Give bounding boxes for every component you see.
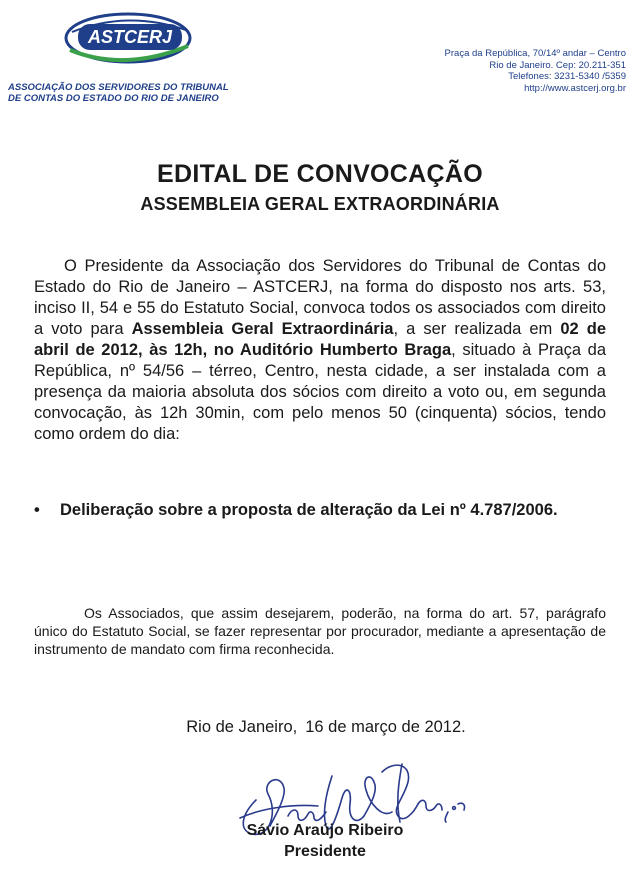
body-text-1: O Presidente da Associação dos Servidores do Tribunal de Contas do Estado do Rio de Janeiro – ASTCERJ, na forma do disposto nos arts. 53, inciso II, 54 e 55 do Estatuto Social, convoca todos os associados com direito a voto para — [34, 257, 606, 338]
document-subtitle: ASSEMBLEIA GERAL EXTRAORDINÁRIA — [140, 194, 500, 214]
phone-numbers: Telefones: 3231-5340 /5359 — [508, 71, 626, 82]
address-line1: Praça da República, 70/14º andar – Centro — [444, 48, 626, 59]
representation-paragraph: Os Associados, que assim desejarem, poderão, na forma do art. 57, parágrafo único do Estatuto Social, se fazer representar por procurador, mediante a apresentação de instrumento de mandato com firma reconhecida. — [34, 605, 606, 657]
logo-text: ASTCERJ — [87, 27, 173, 47]
place-date-prefix: Rio de Janeiro, — [186, 718, 298, 736]
body-bold-assembly: Assembleia Geral Extraordinária — [131, 320, 394, 338]
place-and-date — [0, 718, 640, 737]
astcerj-logo — [64, 10, 194, 72]
signer-block — [0, 820, 640, 862]
convocation-paragraph — [34, 256, 606, 445]
org-name-line1: ASSOCIAÇÃO DOS SERVIDORES DO TRIBUNAL — [8, 82, 229, 93]
agenda-item-text: Deliberação sobre a proposta de alteração da Lei nº 4.787/2006. — [60, 501, 558, 519]
body-bold-date-location: 02 de abril de 2012, às 12h, no Auditório Humberto Braga — [34, 320, 607, 359]
website-link[interactable]: http://www.astcerj.org.br — [524, 82, 626, 94]
org-name-line2: DE CONTAS DO ESTADO DO RIO DE JANEIRO — [8, 93, 219, 104]
body-text-2: , a ser realizada em — [393, 320, 561, 338]
signer-name: Sávio Araújo Ribeiro — [246, 822, 404, 839]
address-line2: Rio de Janeiro. Cep: 20.211-351 — [489, 59, 626, 71]
document-title: EDITAL DE CONVOCAÇÃO — [157, 160, 483, 188]
bullet-icon: • — [34, 501, 40, 519]
agenda-item — [34, 500, 634, 521]
signer-title: Presidente — [284, 843, 366, 860]
contact-block — [445, 48, 626, 94]
place-date-value: 16 de março de 2012. — [305, 718, 466, 736]
organization-name — [8, 82, 268, 104]
body-text-3: , situado à Praça da República, nº 54/56 – térreo, Centro, nesta cidade, a ser instalada com a presença da maioria absoluta dos sócios com direito a voto ou, em segunda convocação, às 12h 30min, com pelo menos 50 (cinquenta) sócios, tendo como ordem do dia: — [34, 341, 606, 443]
